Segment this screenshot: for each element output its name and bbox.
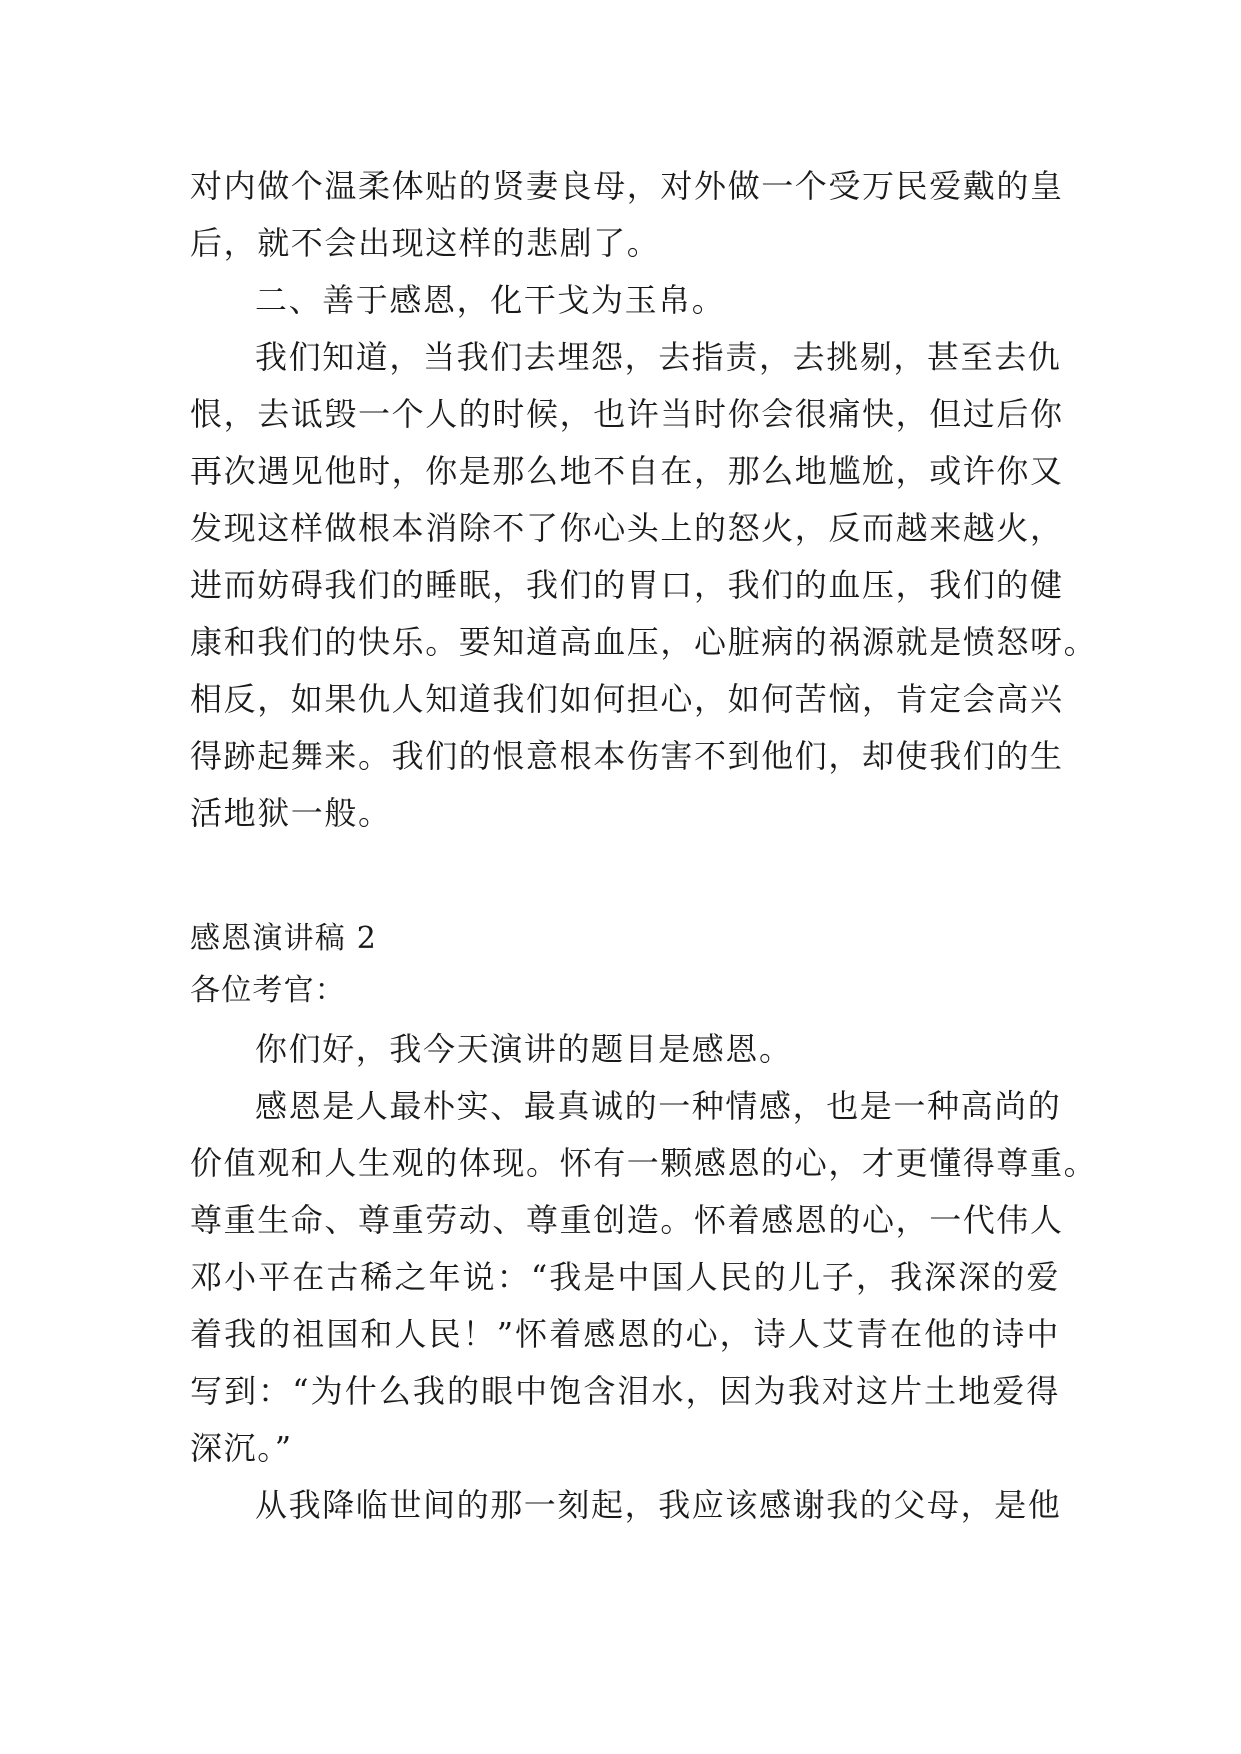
paragraph-line: 你们好，我今天演讲的题目是感恩。 <box>255 1030 793 1068</box>
paragraph-line: 再次遇见他时，你是那么地不自在，那么地尴尬，或许你又 <box>190 452 1064 490</box>
paragraph-line: 写到：“为什么我的眼中饱含泪水，因为我对这片土地爱得 <box>190 1372 1060 1410</box>
paragraph-line: 价值观和人生观的体现。怀有一颗感恩的心，才更懂得尊重。 <box>190 1144 1098 1182</box>
paragraph-line: 恨，去诋毁一个人的时候，也许当时你会很痛快，但过后你 <box>190 395 1064 433</box>
paragraph-line: 邓小平在古稀之年说：“我是中国人民的儿子，我深深的爱 <box>190 1258 1060 1296</box>
paragraph-line: 着我的祖国和人民！”怀着感恩的心，诗人艾青在他的诗中 <box>190 1315 1060 1353</box>
paragraph-line: 进而妨碍我们的睡眠，我们的胃口，我们的血压，我们的健 <box>190 566 1064 604</box>
paragraph-line: 活地狱一般。 <box>190 794 392 832</box>
paragraph-line: 尊重生命、尊重劳动、尊重创造。怀着感恩的心，一代伟人 <box>190 1201 1064 1239</box>
salutation: 各位考官： <box>190 973 346 1008</box>
paragraph-line: 感恩是人最朴实、最真诚的一种情感，也是一种高尚的 <box>255 1087 1062 1125</box>
paragraph-line: 我们知道，当我们去埋怨，去指责，去挑剔，甚至去仇 <box>255 338 1062 376</box>
paragraph-line: 得跡起舞来。我们的恨意根本伤害不到他们，却使我们的生 <box>190 737 1064 775</box>
paragraph-line: 从我降临世间的那一刻起，我应该感谢我的父母，是他 <box>255 1486 1062 1524</box>
paragraph-line: 对内做个温柔体贴的贤妻良母，对外做一个受万民爱戴的皇 <box>190 167 1064 205</box>
document-title: 感恩演讲稿 2 <box>190 921 378 956</box>
paragraph-line: 发现这样做根本消除不了你心头上的怒火，反而越来越火， <box>190 509 1064 547</box>
paragraph-line: 深沉。” <box>190 1429 293 1467</box>
paragraph-line: 康和我们的快乐。要知道高血压，心脏病的祸源就是愤怒呀。 <box>190 623 1098 661</box>
text-block-2 <box>190 917 1098 1534</box>
paragraph-line: 相反，如果仇人知道我们如何担心，如何苦恼，肯定会高兴 <box>190 680 1064 718</box>
paragraph-line: 后，就不会出现这样的悲剧了。 <box>190 224 661 262</box>
text-block-1 <box>190 158 1098 842</box>
section-heading-line: 二、善于感恩，化干戈为玉帛。 <box>255 281 726 319</box>
